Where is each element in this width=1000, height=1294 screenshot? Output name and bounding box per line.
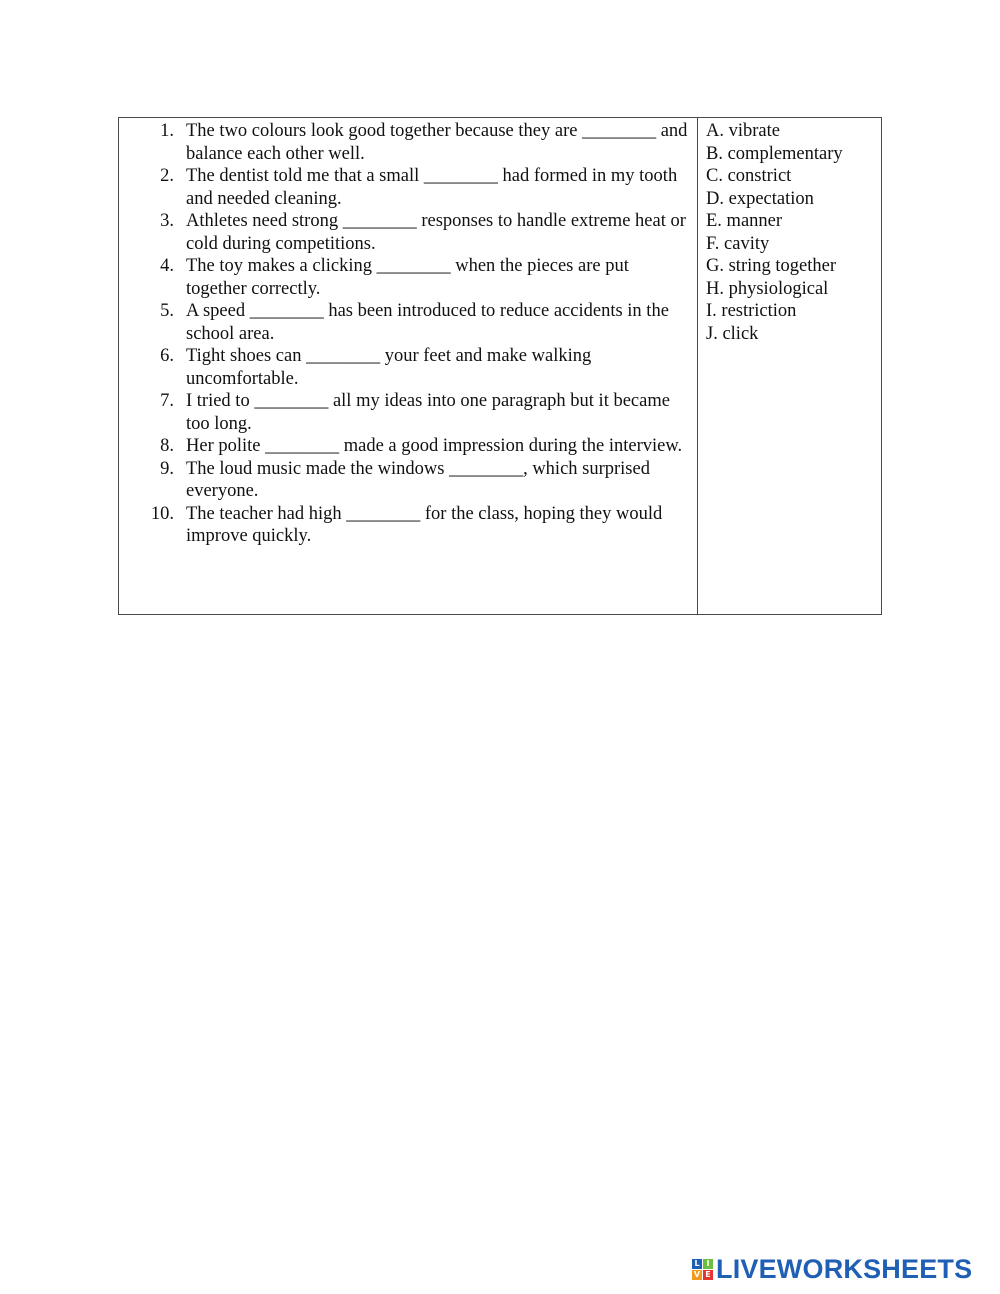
question-item bbox=[119, 210, 697, 255]
option-item: F. cavity bbox=[706, 233, 770, 254]
question-text: The two colours look good together because they are ________ and balance each other well. bbox=[186, 121, 688, 164]
question-number: 3. bbox=[160, 211, 174, 231]
option-item: I. restriction bbox=[706, 301, 797, 321]
worksheet-table bbox=[118, 117, 882, 615]
option-item: B. complementary bbox=[706, 143, 843, 164]
question-number: 2. bbox=[160, 166, 174, 186]
question-text: The toy makes a clicking ________ when the pieces are put together correctly. bbox=[186, 256, 629, 299]
option-item: A. vibrate bbox=[706, 121, 780, 141]
question-text: Tight shoes can ________ your feet and make walking uncomfortable. bbox=[186, 346, 592, 389]
logo-icon bbox=[692, 1259, 713, 1280]
option-item: D. expectation bbox=[706, 188, 814, 209]
question-item bbox=[119, 165, 697, 210]
logo-letter-i: I bbox=[703, 1259, 713, 1269]
question-number: 5. bbox=[160, 301, 174, 321]
option-item: C. constrict bbox=[706, 166, 792, 186]
option-list bbox=[706, 120, 881, 345]
question-item bbox=[119, 300, 697, 345]
logo-letter-v: V bbox=[693, 1269, 701, 1279]
question-number: 4. bbox=[160, 256, 174, 276]
option-item: G. string together bbox=[706, 256, 836, 276]
question-item bbox=[119, 458, 697, 503]
question-item bbox=[119, 435, 697, 458]
liveworksheets-logo bbox=[692, 1256, 972, 1282]
question-number: 6. bbox=[160, 346, 174, 366]
question-text: Her polite ________ made a good impression during the interview. bbox=[186, 436, 683, 456]
question-item bbox=[119, 120, 697, 165]
option-item: H. physiological bbox=[706, 278, 829, 299]
logo-letter-l: L bbox=[692, 1259, 702, 1269]
question-item bbox=[119, 390, 697, 435]
question-number: 1. bbox=[160, 121, 174, 141]
question-text: The teacher had high ________ for the class, hoping they would improve quickly. bbox=[186, 503, 663, 546]
question-text: A speed ________ has been introduced to reduce accidents in the school area. bbox=[186, 301, 669, 344]
option-item: E. manner bbox=[706, 211, 783, 231]
question-list bbox=[119, 120, 697, 548]
question-item bbox=[119, 255, 697, 300]
question-text: The loud music made the windows ________, which surprised everyone. bbox=[186, 458, 650, 501]
question-text: Athletes need strong ________ responses to handle extreme heat or cold during competitions. bbox=[186, 211, 686, 254]
logo-letter-e: E bbox=[703, 1270, 713, 1280]
question-number: 9. bbox=[160, 458, 174, 479]
question-item bbox=[119, 503, 697, 548]
option-item: J. click bbox=[706, 323, 759, 344]
question-number: 7. bbox=[160, 391, 174, 411]
questions-cell bbox=[119, 118, 698, 614]
question-number: 8. bbox=[160, 436, 174, 456]
options-cell bbox=[698, 118, 881, 614]
logo-text: LIVEWORKSHEETS bbox=[716, 1254, 973, 1284]
question-item bbox=[119, 345, 697, 390]
question-text: The dentist told me that a small ________ had formed in my tooth and needed cleaning. bbox=[186, 166, 678, 209]
question-number: 10. bbox=[150, 503, 174, 524]
question-text: I tried to ________ all my ideas into one paragraph but it became too long. bbox=[186, 391, 670, 434]
